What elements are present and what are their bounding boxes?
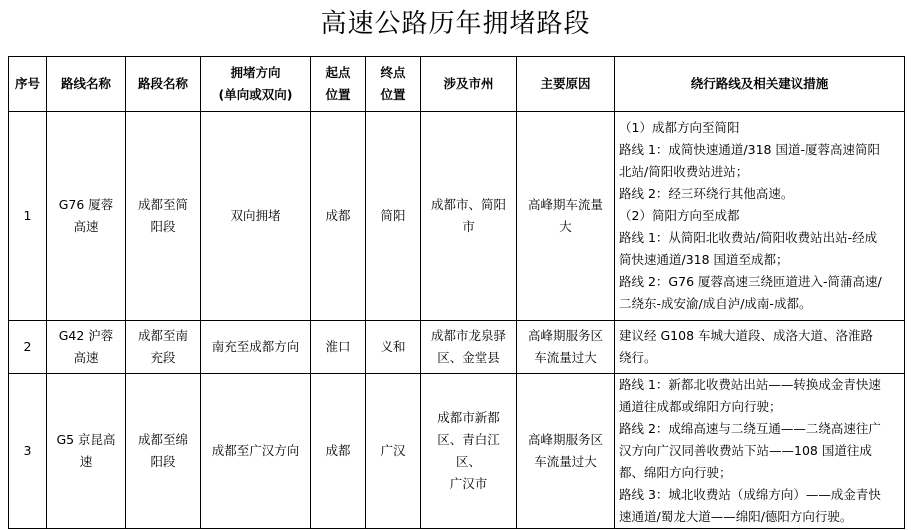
cell-section-line: 成都至简 bbox=[137, 197, 188, 212]
cell-section bbox=[126, 321, 201, 374]
cell-direction: 成都至广汉方向 bbox=[201, 374, 311, 529]
cell-route-line: 高速 bbox=[73, 219, 99, 234]
detour-line: 简快速通道/318 国道至成都； bbox=[619, 252, 789, 267]
header-end-line2: 位置 bbox=[380, 87, 406, 102]
cell-reason-line: 车流量过大 bbox=[534, 454, 597, 469]
cell-section bbox=[126, 112, 201, 321]
cell-detour bbox=[615, 112, 905, 321]
cell-route-line: G5 京昆高 bbox=[56, 432, 116, 447]
detour-line: 路线 2：成绵高速与二绕互通——二绕高速往广 bbox=[619, 421, 881, 436]
cell-route bbox=[47, 112, 126, 321]
detour-line: 通道往成都或绵阳方向行驶； bbox=[619, 399, 782, 414]
cell-section-line: 充段 bbox=[150, 350, 176, 365]
header-cities: 涉及市州 bbox=[421, 57, 517, 112]
cell-cities-line: 广汉市 bbox=[449, 476, 488, 491]
cell-section-line: 阳段 bbox=[150, 219, 176, 234]
cell-section-line: 阳段 bbox=[150, 454, 176, 469]
cell-route-line: G42 沪蓉 bbox=[58, 328, 114, 343]
cell-detour bbox=[615, 374, 905, 529]
cell-reason bbox=[517, 112, 615, 321]
detour-line: 路线 1：成简快速通道/318 国道-厦蓉高速简阳 bbox=[619, 142, 880, 157]
detour-line: 路线 3：城北收费站（成绵方向）——成金青快 bbox=[619, 487, 881, 502]
detour-line: 速通道/蜀龙大道——绵阳/德阳方向行驶。 bbox=[619, 509, 853, 524]
cell-cities-line: 市 bbox=[462, 219, 475, 234]
cell-route-line: G76 厦蓉 bbox=[58, 197, 114, 212]
cell-detour bbox=[615, 321, 905, 374]
cell-reason-line: 高峰期车流量 bbox=[527, 197, 603, 212]
cell-cities-line: 区、金堂县 bbox=[437, 350, 500, 365]
cell-reason-line: 大 bbox=[559, 219, 572, 234]
header-detour: 绕行路线及相关建议措施 bbox=[615, 57, 905, 112]
cell-route bbox=[47, 321, 126, 374]
header-direction-line1: 拥堵方向 bbox=[230, 65, 281, 80]
cell-reason bbox=[517, 321, 615, 374]
cell-seq: 2 bbox=[9, 321, 47, 374]
cell-section-line: 成都至绵 bbox=[137, 432, 188, 447]
header-end bbox=[366, 57, 421, 112]
header-start bbox=[311, 57, 366, 112]
cell-section-line: 成都至南 bbox=[137, 328, 188, 343]
cell-cities-line: 成都市龙泉驿 bbox=[430, 328, 506, 343]
cell-seq: 1 bbox=[9, 112, 47, 321]
cell-cities bbox=[421, 112, 517, 321]
detour-line: 建议经 G108 车城大道段、成洛大道、洛淮路 bbox=[619, 328, 873, 343]
detour-line: 二绕东-成安渝/成自泸/成南-成都。 bbox=[619, 296, 812, 311]
cell-end: 广汉 bbox=[366, 374, 421, 529]
header-seq: 序号 bbox=[9, 57, 47, 112]
cell-cities-line: 成都市、简阳 bbox=[430, 197, 506, 212]
cell-section bbox=[126, 374, 201, 529]
cell-direction: 双向拥堵 bbox=[201, 112, 311, 321]
cell-reason-line: 高峰期服务区 bbox=[527, 432, 603, 447]
cell-end: 简阳 bbox=[366, 112, 421, 321]
detour-line: 都、绵阳方向行驶； bbox=[619, 465, 732, 480]
header-start-line1: 起点 bbox=[325, 65, 351, 80]
detour-line: 路线 2：G76 厦蓉高速三绕匝道进入-简蒲高速/ bbox=[619, 274, 882, 289]
detour-line: 绕行。 bbox=[619, 350, 657, 365]
congestion-table bbox=[8, 56, 905, 529]
header-start-line2: 位置 bbox=[325, 87, 351, 102]
header-direction-line2: (单向或双向) bbox=[218, 87, 293, 102]
cell-cities bbox=[421, 374, 517, 529]
cell-cities bbox=[421, 321, 517, 374]
cell-seq: 3 bbox=[9, 374, 47, 529]
cell-cities-line: 成都市新都 bbox=[437, 410, 500, 425]
cell-start: 淮口 bbox=[311, 321, 366, 374]
cell-route bbox=[47, 374, 126, 529]
detour-line: 汉方向广汉同善收费站下站——108 国道往成 bbox=[619, 443, 872, 458]
cell-start: 成都 bbox=[311, 374, 366, 529]
detour-line: 路线 1：从简阳北收费站/简阳收费站出站-经成 bbox=[619, 230, 878, 245]
page-title: 高速公路历年拥堵路段 bbox=[320, 9, 591, 39]
cell-cities-line: 区、青白江区、 bbox=[437, 432, 500, 469]
cell-direction: 南充至成都方向 bbox=[201, 321, 311, 374]
table-row bbox=[9, 374, 905, 529]
table-row bbox=[9, 321, 905, 374]
detour-line: 北站/简阳收费站进站； bbox=[619, 164, 749, 179]
header-route: 路线名称 bbox=[47, 57, 126, 112]
cell-reason bbox=[517, 374, 615, 529]
cell-route-line: 高速 bbox=[73, 350, 99, 365]
detour-line: （2）简阳方向至成都 bbox=[619, 208, 740, 223]
header-end-line1: 终点 bbox=[380, 65, 406, 80]
header-reason: 主要原因 bbox=[517, 57, 615, 112]
cell-route-line: 速 bbox=[79, 454, 93, 469]
header-section: 路段名称 bbox=[126, 57, 201, 112]
cell-reason-line: 车流量过大 bbox=[534, 350, 597, 365]
cell-start: 成都 bbox=[311, 112, 366, 321]
detour-line: 路线 1：新都北收费站出站——转换成金青快速 bbox=[619, 377, 881, 392]
cell-reason-line: 高峰期服务区 bbox=[527, 328, 603, 343]
table-header-row bbox=[9, 57, 905, 112]
detour-line: （1）成都方向至简阳 bbox=[619, 120, 740, 135]
table-row bbox=[9, 112, 905, 321]
header-direction bbox=[201, 57, 311, 112]
cell-end: 义和 bbox=[366, 321, 421, 374]
detour-line: 路线 2：经三环绕行其他高速。 bbox=[619, 186, 794, 201]
